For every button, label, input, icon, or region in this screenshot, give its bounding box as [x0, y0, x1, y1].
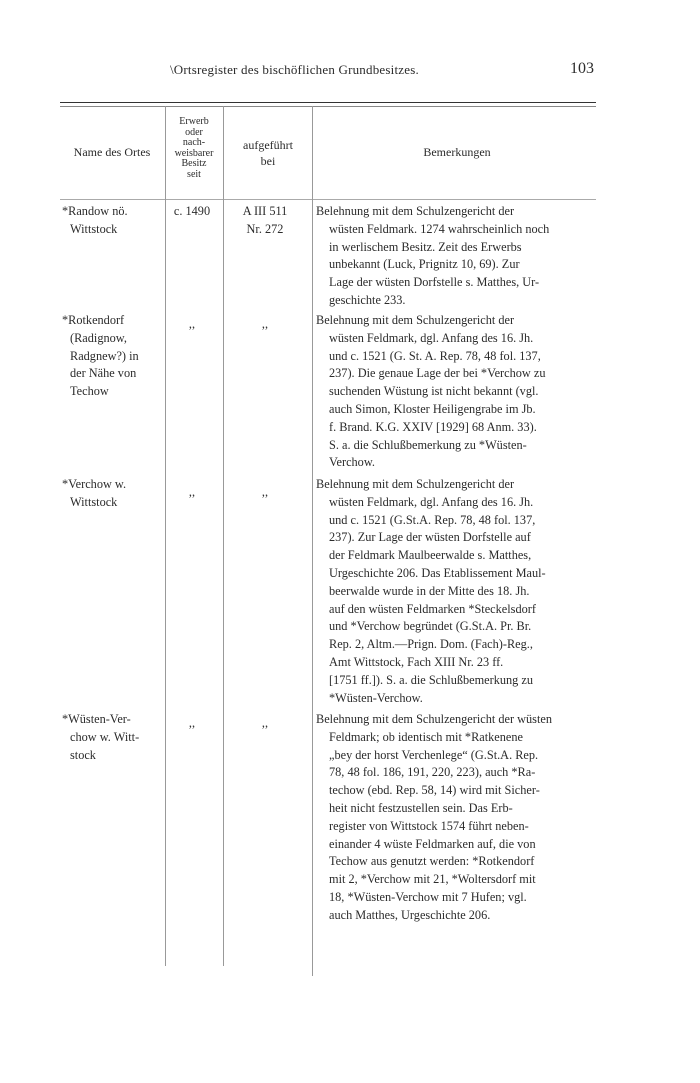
table-row-place: *Verchow w. Wittstock	[62, 477, 127, 509]
column-divider	[312, 106, 313, 976]
top-rule-thin	[60, 106, 596, 107]
table-row-remarks: Belehnung mit dem Schulzengericht der wüsten Feldmark. 1274 wahrscheinlich noch in werlischem Besitz. Zeit des Erwerbs unbekannt (Luck, Prignitz 10, 69). Zur Lage der wüsten Dorfstelle s. Matthes, Ur- geschichte 233.	[316, 204, 550, 307]
table-row-erwerb: ,,	[188, 485, 196, 499]
table-row-place: *Wüsten-Ver- chow w. Witt- stock	[62, 712, 140, 762]
column-header-name: Name des Ortes	[73, 145, 151, 159]
running-head: \Ortsregister des bischöflichen Grundbesitzes.	[170, 62, 419, 77]
table-row-remarks: Belehnung mit dem Schulzengericht der wüsten Feldmark, dgl. Anfang des 16. Jh. und c. 1521 (G. St. A. Rep. 78, 48 fol. 137, 237). Die genaue Lage der bei *Verchow zu suchenden Wüstung ist nicht bekannt (vgl. auch Simon, Kloster Heiligengrabe im Jb. f. Brand. K.G. XXIV [1929] 68 Anm. 33). S. a. die Schlußbemerkung zu *Wüsten- Verchow.	[316, 313, 546, 470]
column-divider	[165, 106, 166, 966]
column-header-erwerb: Erwerb oder nach- weisbarer Besitz seit	[174, 116, 214, 180]
table-row-erwerb: ,,	[188, 716, 196, 730]
top-rule	[60, 102, 596, 103]
table-row-erwerb: ,,	[188, 317, 196, 331]
column-divider	[223, 106, 224, 966]
table-row-aufgefuehrt: A III 511 Nr. 272	[242, 204, 288, 236]
table-row-remarks: Belehnung mit dem Schulzengericht der wüsten Feldmark, dgl. Anfang des 16. Jh. und c. 1521 (G.St.A. Rep. 78, 48 fol. 137, 237). Zur Lage der wüsten Dorfstelle auf der Feldmark Maulbeerwalde s. Matthes, Urgeschichte 206. Das Etablissement Maul- beerwalde wurde in der Mitte des 18. Jh. auf den wüsten Feldmarken *Steckelsdorf und *Verchow begründet (G.St.A. Pr. Br. Rep. 2, Altm.—Prign. Dom. (Fach)-Reg., Amt Wittstock, Fach XIII Nr. 23 ff. [1751 ff.]). S. a. die Schlußbemerkung zu *Wüsten-Verchow.	[316, 477, 546, 705]
table-row-aufgefuehrt: ,,	[261, 485, 269, 499]
table-row-aufgefuehrt: ,,	[261, 716, 269, 730]
header-rule	[60, 199, 596, 200]
table-row-place: *Rotkendorf (Radignow, Radgnew?) in der Nähe von Techow	[62, 313, 139, 399]
page-number: 103	[570, 60, 594, 77]
column-header-bemerkungen: Bemerkungen	[423, 145, 491, 159]
table-row-place: *Randow nö. Wittstock	[62, 204, 128, 236]
table-row-aufgefuehrt: ,,	[261, 317, 269, 331]
table-row-remarks: Belehnung mit dem Schulzengericht der wüsten Feldmark; ob identisch mit *Ratkenene „bey der horst Verchenlege“ (G.St.A. Rep. 78, 48 fol. 186, 191, 220, 223), auch *Ra- techow (ebd. Rep. 58, 14) wird mit Sicher- heit nicht festzustellen sein. Das Erb- register von Wittstock 1574 führt neben- einander 4 wüste Feldmarken auf, die von Techow aus genutzt werden: *Rotkendorf mit 2, *Verchow mit 21, *Woltersdorf mit 18, *Wüsten-Verchow mit 7 Hufen; vgl. auch Matthes, Urgeschichte 206.	[316, 712, 552, 922]
column-header-aufgefuehrt: aufgeführt bei	[243, 138, 293, 168]
table-row-erwerb: c. 1490	[173, 204, 211, 218]
